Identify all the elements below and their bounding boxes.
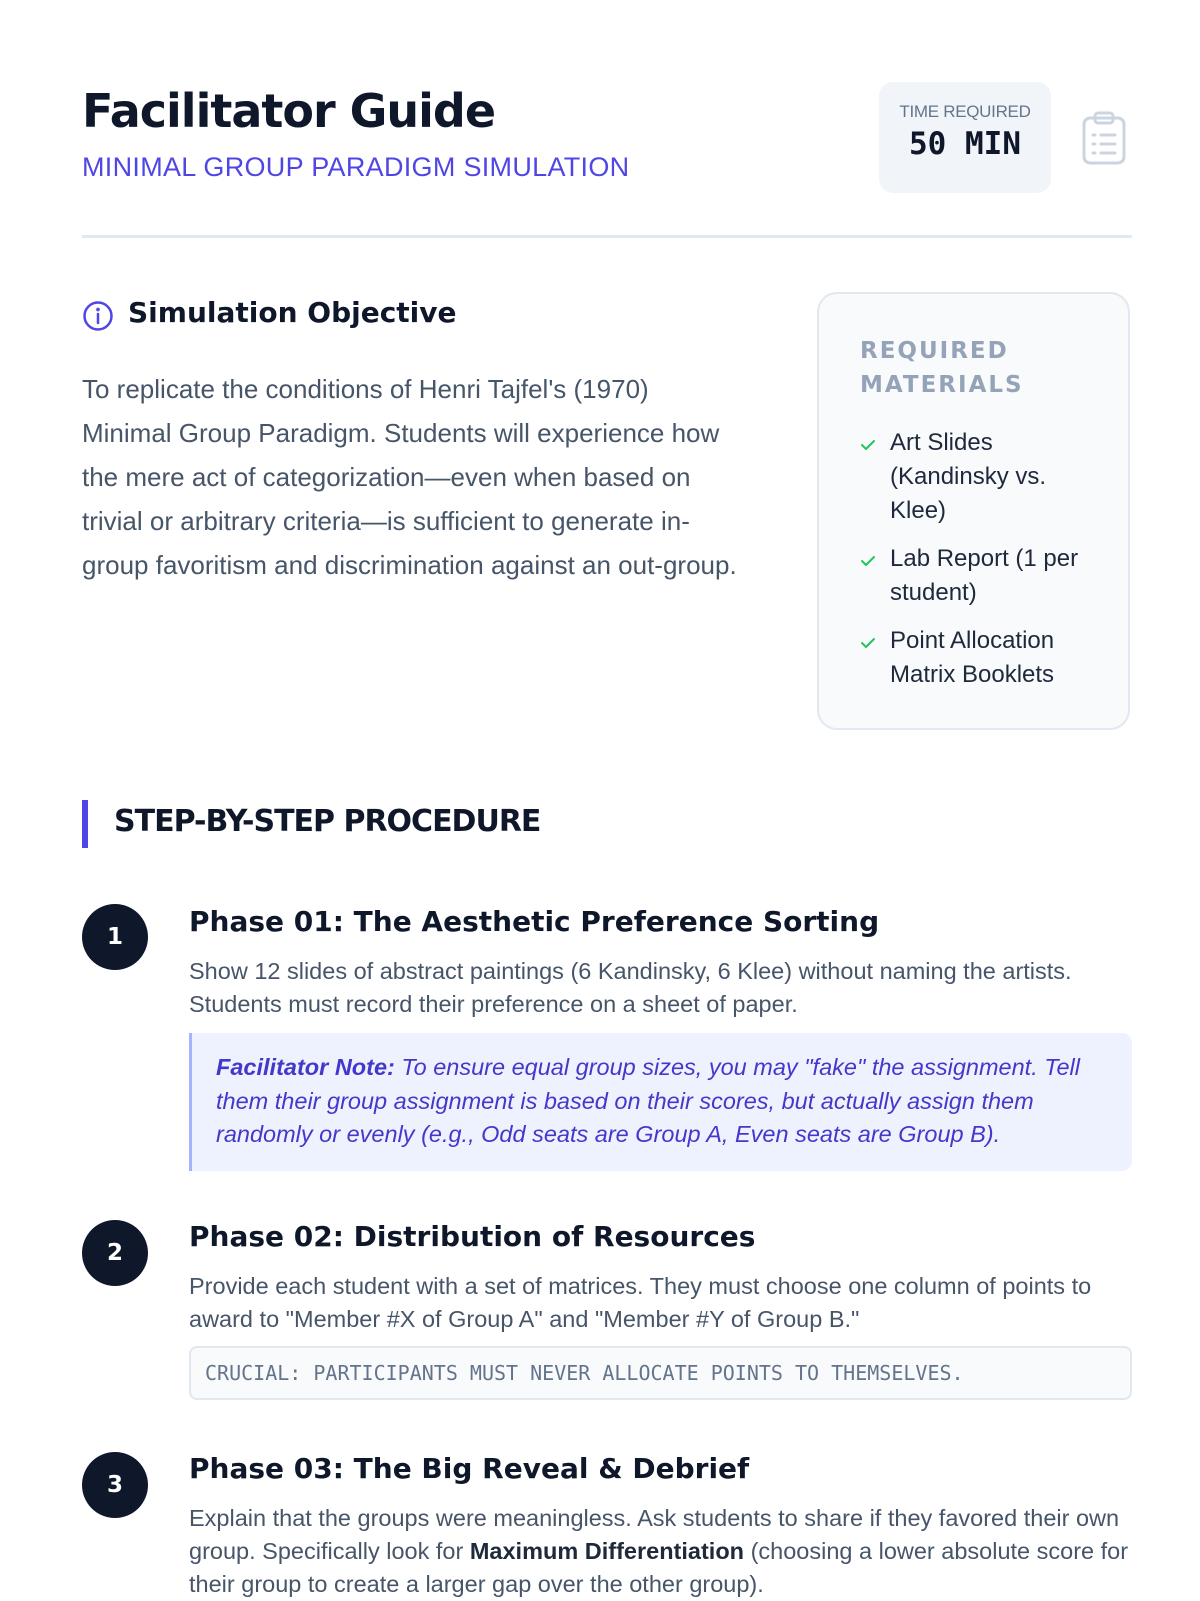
page-title: Facilitator Guide xyxy=(82,84,496,138)
phase-description-emphasis: Maximum Differentiation xyxy=(469,1538,745,1564)
phase-number-badge: 1 xyxy=(82,904,148,970)
header-divider xyxy=(82,235,1132,238)
materials-list xyxy=(860,426,1100,706)
page-subtitle: MINIMAL GROUP PARADIGM SIMULATION xyxy=(82,152,630,182)
phase-number-badge: 2 xyxy=(82,1220,148,1286)
crucial-callout: CRUCIAL: PARTICIPANTS MUST NEVER ALLOCATE POINTS TO THEMSELVES. xyxy=(189,1346,1132,1400)
phase-description xyxy=(189,1502,1134,1601)
time-required-badge xyxy=(879,82,1051,193)
phase-title: Phase 02: Distribution of Resources xyxy=(189,1220,756,1253)
check-icon xyxy=(860,438,876,452)
phase-description-start: Explain that the groups were meaningless. Ask students to share if they favored their own group. Specifically look for xyxy=(189,1505,1120,1564)
materials-item-label: Point Allocation Matrix Booklets xyxy=(890,627,1055,688)
check-icon xyxy=(860,636,876,650)
phase-description: Show 12 slides of abstract paintings (6 Kandinsky, 6 Klee) without naming the artists. Students must record their preference on a sheet of paper. xyxy=(189,958,1072,1017)
materials-item xyxy=(860,624,1100,692)
procedure-accent-bar xyxy=(82,800,88,848)
procedure-heading: STEP-BY-STEP PROCEDURE xyxy=(114,804,541,839)
materials-title: REQUIRED MATERIALS xyxy=(860,338,1024,398)
facilitator-note xyxy=(189,1033,1132,1171)
phase-title: Phase 03: The Big Reveal & Debrief xyxy=(189,1452,750,1485)
clipboard-icon xyxy=(1080,110,1128,166)
info-icon xyxy=(82,300,114,332)
phase-description-end: (choosing a lower absolute score for their group to create a larger gap over the other group). xyxy=(189,1538,1129,1597)
materials-item-label: Lab Report (1 per student) xyxy=(890,545,1079,606)
phase-description: Provide each student with a set of matrices. They must choose one column of points to award to "Member #X of Group A" and "Member #Y of Group B." xyxy=(189,1273,1092,1332)
phase-title: Phase 01: The Aesthetic Preference Sorting xyxy=(189,905,880,938)
time-required-value: 50 MIN xyxy=(909,126,1021,162)
materials-item xyxy=(860,426,1100,528)
objective-heading: Simulation Objective xyxy=(128,296,457,329)
materials-item-label: Art Slides (Kandinsky vs. Klee) xyxy=(890,429,1047,524)
objective-text: To replicate the conditions of Henri Tajfel's (1970) Minimal Group Paradigm. Students will experience how the mere act of categorization—even when based on trivial or arbitrary criteria—is sufficient to generate in-group favoritism and discrimination against an out-group. xyxy=(82,374,737,580)
facilitator-note-label: Facilitator Note: xyxy=(216,1054,395,1080)
check-icon xyxy=(860,554,876,568)
materials-item xyxy=(860,542,1100,610)
time-required-label: TIME REQUIRED xyxy=(899,102,1031,121)
phase-number-badge: 3 xyxy=(82,1452,148,1518)
facilitator-note-text: To ensure equal group sizes, you may "fake" the assignment. Tell them their group assignment is based on their scores, but actually assign them randomly or evenly (e.g., Odd seats are Group A, Even seats are Group B). xyxy=(216,1054,1080,1147)
required-materials-card xyxy=(817,292,1130,730)
